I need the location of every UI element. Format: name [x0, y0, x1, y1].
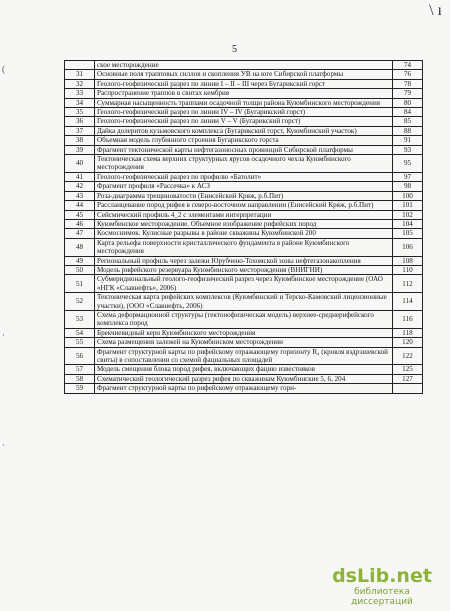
figure-title: Фрагмент тектонической карты нефтегазоносных провинций Сибирской платформы — [95, 145, 393, 154]
table-row — [65, 365, 423, 374]
table-row — [65, 275, 423, 293]
watermark[interactable] — [322, 565, 442, 607]
figure-title: Тектоническая карта рифейских комплексов (Куюмбинский и Терско-Камовский лицензионные участки), (ООО «Славнефть, 2006) — [95, 293, 393, 311]
table-row — [65, 136, 423, 145]
figure-page: 105 — [393, 229, 423, 238]
table-row — [65, 89, 423, 98]
figure-title: Объемная модель глубинного строения Бугарикского горста — [95, 136, 393, 145]
table-row — [65, 117, 423, 126]
table-row — [65, 328, 423, 337]
figure-title: Дайка долеритов кузьмовского комплекса (Бугарикский горст, Куюмбинский участок) — [95, 126, 393, 135]
table-row — [65, 310, 423, 328]
figure-number: 44 — [65, 201, 95, 210]
figure-title: Роза-диаграмма трещиноватости (Енисейский Кряж, р.б.Пит) — [95, 191, 393, 200]
figure-title: Космоснимок. Кулисные разрывы в районе скважины Куюмбинской 200 — [95, 229, 393, 238]
table-row — [65, 172, 423, 181]
figure-title: Распространение траппов в свитах кембрия — [95, 89, 393, 98]
figure-number: 42 — [65, 182, 95, 191]
table-row — [65, 219, 423, 228]
figure-title: Геолого-геофизический разрез по профилю «Батолит» — [95, 172, 393, 181]
figure-title: Фрагмент профиля «Рассечка» к АСЗ — [95, 182, 393, 191]
figure-title: Модель рифейского резервуара Куюмбинского месторождения (ВНИГНИ) — [95, 265, 393, 274]
figure-number: 50 — [65, 265, 95, 274]
table-row — [65, 155, 423, 173]
figure-page: 88 — [393, 126, 423, 135]
figure-title: Суммарная насыщенность траппами осадочной толщи района Куюмбинского месторождения — [95, 98, 393, 107]
corner-mark: \ ı — [429, 2, 442, 19]
figures-table — [64, 60, 423, 394]
watermark-logo: dsLib.net — [332, 565, 432, 587]
figure-number — [65, 61, 95, 70]
figure-title: Сейсмический профиль 4_2 с элементами интерпретации — [95, 210, 393, 219]
figure-page: 85 — [393, 117, 423, 126]
margin-mark: · — [2, 330, 5, 340]
figure-page: 97 — [393, 172, 423, 181]
figure-number: 40 — [65, 155, 95, 173]
figure-title: Региональный профиль через залежи Юрубчено-Тохомской зоны нефтегазонакопления — [95, 256, 393, 265]
figure-number: 49 — [65, 256, 95, 265]
figure-number: 56 — [65, 347, 95, 365]
figure-title: Тектоническая схема верхних структурных ярусов осадочного чехла Куюмбинского месторождения — [95, 155, 393, 173]
table-row — [65, 126, 423, 135]
figure-page: 110 — [393, 265, 423, 274]
table-row — [65, 210, 423, 219]
figure-page: 116 — [393, 310, 423, 328]
figure-page: 74 — [393, 61, 423, 70]
figure-page: 125 — [393, 365, 423, 374]
figure-page: 100 — [393, 191, 423, 200]
table-row — [65, 191, 423, 200]
figure-page: 122 — [393, 347, 423, 365]
table-row — [65, 61, 423, 70]
figure-number: 32 — [65, 79, 95, 88]
figure-page: 120 — [393, 338, 423, 347]
figure-number: 38 — [65, 136, 95, 145]
table-row — [65, 182, 423, 191]
figure-number: 45 — [65, 210, 95, 219]
figure-title: Фрагмент структурной карты по рифейскому отражающему горизонту R₄ (кровля вэдрэшевской свиты) в сопоставлении со схемой фациальных площадей — [95, 347, 393, 365]
table-row — [65, 347, 423, 365]
figure-page: 101 — [393, 201, 423, 210]
figure-page: 104 — [393, 219, 423, 228]
figure-number: 58 — [65, 374, 95, 383]
figure-number: 41 — [65, 172, 95, 181]
figure-number: 47 — [65, 229, 95, 238]
figure-number: 55 — [65, 338, 95, 347]
figure-number: 37 — [65, 126, 95, 135]
figure-number: 51 — [65, 275, 95, 293]
figure-title: Фрагмент структурной карты по рифейскому отражающему гори- — [95, 384, 393, 393]
figure-page: 112 — [393, 275, 423, 293]
figure-page: 80 — [393, 98, 423, 107]
table-row — [65, 256, 423, 265]
figure-title: Геолого-геофизический разрез по линии IV – IV (Бугарикский горст) — [95, 108, 393, 117]
figure-title: Схема деформационной структуры (тектонофизическая модель) верхнее-среднерифейского комплекса пород — [95, 310, 393, 328]
figure-number: 53 — [65, 310, 95, 328]
figure-page: 106 — [393, 238, 423, 256]
figure-page: 118 — [393, 328, 423, 337]
figure-page: 76 — [393, 70, 423, 79]
figure-page: 91 — [393, 136, 423, 145]
figure-number: 39 — [65, 145, 95, 154]
figure-page: 84 — [393, 108, 423, 117]
figure-title: Субмеридиональный геолого-геофизический разрез через Куюмбинское месторождение (ОАО «НГК «Славнефть», 2006) — [95, 275, 393, 293]
margin-mark: · — [2, 440, 5, 450]
table-row — [65, 229, 423, 238]
figure-number: 48 — [65, 238, 95, 256]
figure-title: Брекчиевидный керн Куюмбинского месторождения — [95, 328, 393, 337]
figure-title: ское месторождение — [95, 61, 393, 70]
figure-number: 52 — [65, 293, 95, 311]
figure-title: Модель смещения блока пород рифея, включающих фацию известняков — [95, 365, 393, 374]
figure-number: 43 — [65, 191, 95, 200]
figure-number: 34 — [65, 98, 95, 107]
table-row — [65, 293, 423, 311]
figure-page: 114 — [393, 293, 423, 311]
figure-page: 93 — [393, 145, 423, 154]
figure-title: Геолого-геофизический разрез по линии I – II – III через Бугарикский горст — [95, 79, 393, 88]
figure-page: 102 — [393, 210, 423, 219]
figure-title: Карта рельефа поверхности кристаллического фундамента в районе Куюмбинского месторождения — [95, 238, 393, 256]
figure-page: 78 — [393, 79, 423, 88]
figure-number: 31 — [65, 70, 95, 79]
figure-number: 33 — [65, 89, 95, 98]
table-row — [65, 338, 423, 347]
figure-number: 46 — [65, 219, 95, 228]
table-row — [65, 238, 423, 256]
table-row — [65, 201, 423, 210]
figure-title: Основные поля трапповых силлов и скопления УВ на юге Сибирской платформы — [95, 70, 393, 79]
table-row — [65, 265, 423, 274]
figure-page: 127 — [393, 374, 423, 383]
figure-title: Куюмбинское месторождение. Объемное изображение рифейских пород — [95, 219, 393, 228]
page-number: 5 — [232, 44, 237, 55]
figure-number: 57 — [65, 365, 95, 374]
table-row — [65, 145, 423, 154]
table-row — [65, 384, 423, 393]
figure-number: 59 — [65, 384, 95, 393]
table-row — [65, 98, 423, 107]
figure-title: Геолого-геофизический разрез по линии V – V (Бугарикский горст) — [95, 117, 393, 126]
figure-title: Схема размещения залежей на Куюмбинском месторождении — [95, 338, 393, 347]
figure-title: Схематический геологический разрез рифея по скважинам Куюмбинские 5, 6, 204 — [95, 374, 393, 383]
figure-page — [393, 384, 423, 393]
figure-page: 95 — [393, 155, 423, 173]
watermark-subtitle: библиотека диссертаций — [351, 587, 413, 607]
table-row — [65, 108, 423, 117]
figure-number: 35 — [65, 108, 95, 117]
figure-number: 54 — [65, 328, 95, 337]
table-row — [65, 79, 423, 88]
figures-table-body — [65, 61, 423, 394]
figure-page: 79 — [393, 89, 423, 98]
table-row — [65, 70, 423, 79]
figure-page: 108 — [393, 256, 423, 265]
figure-title: Рассланцевание пород рифея в северо-восточном направлении (Енисейский Кряж, р.б.Пит) — [95, 201, 393, 210]
figure-number: 36 — [65, 117, 95, 126]
figure-page: 98 — [393, 182, 423, 191]
margin-mark: ( — [2, 64, 5, 74]
table-row — [65, 374, 423, 383]
